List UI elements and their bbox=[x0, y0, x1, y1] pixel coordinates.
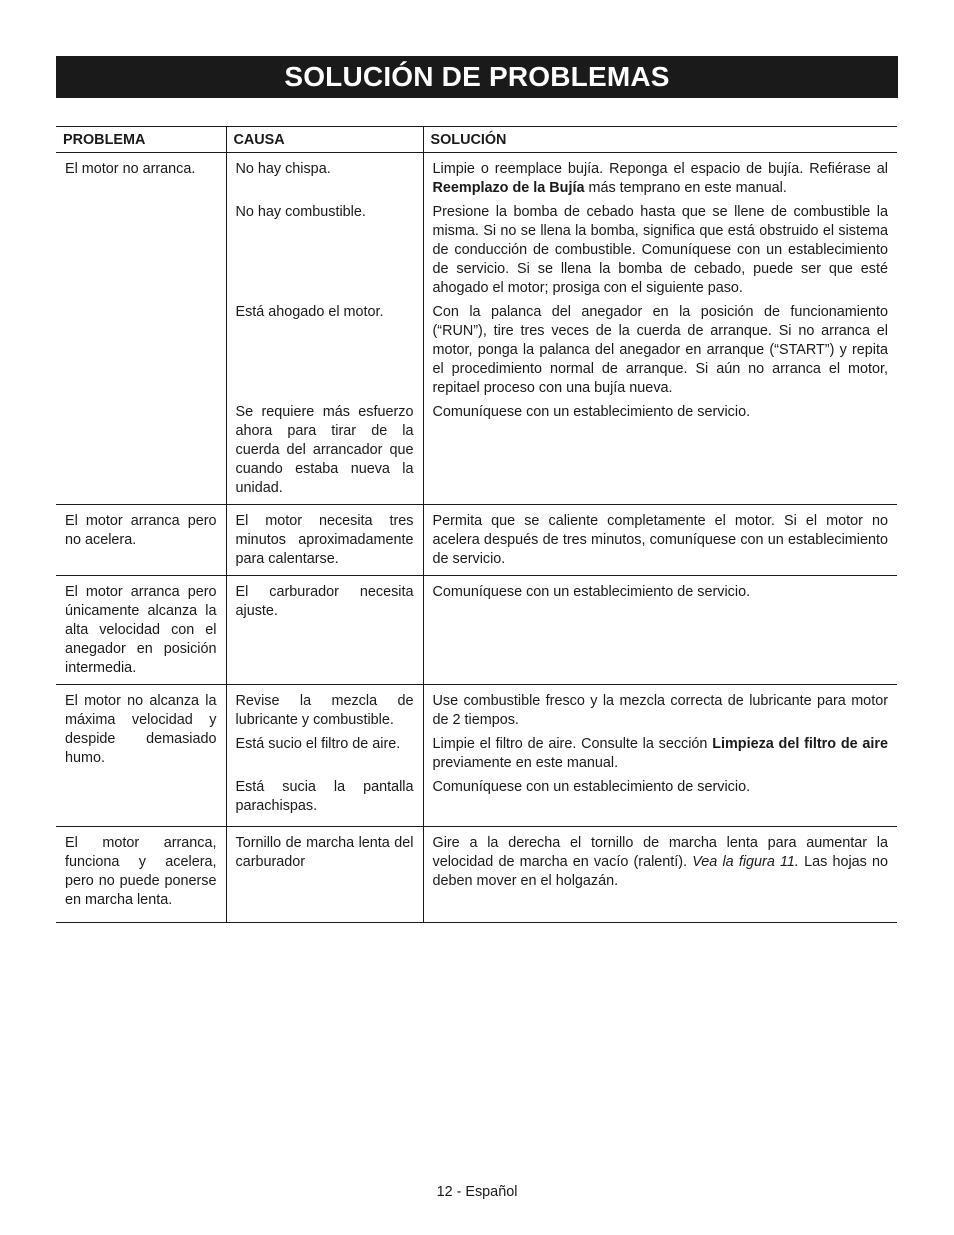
cause-cell bbox=[226, 576, 423, 685]
problem-cell: El motor no arranca. bbox=[56, 153, 226, 505]
solution-item: Comuníquese con un establecimiento de servicio. bbox=[432, 584, 751, 600]
solution-item: Use combustible fresco y la mezcla correcta de lubricante para motor de 2 tiempos. bbox=[432, 693, 888, 728]
column-header-solution: SOLUCIÓN bbox=[423, 127, 897, 153]
solution-cell bbox=[423, 153, 897, 505]
column-header-problem: PROBLEMA bbox=[56, 127, 226, 153]
solution-cell bbox=[423, 685, 897, 827]
solution-cell bbox=[423, 576, 897, 685]
solution-item: Permita que se caliente completamente el motor. Si el motor no acelera después de tres minutos, comuníquese con un establecimiento de servicio. bbox=[432, 513, 888, 567]
solution-item: Comuníquese con un establecimiento de servicio. bbox=[432, 404, 751, 420]
solution-item: Limpie o reemplace bujía. Reponga el espacio de bujía. Refiérase al Reemplazo de la Bujía más temprano en este manual. bbox=[432, 161, 888, 196]
table-row bbox=[56, 685, 897, 827]
cause-item: Revise la mezcla de lubricante y combustible. bbox=[235, 693, 414, 728]
cause-item: No hay combustible. bbox=[235, 204, 366, 220]
cause-item: El motor necesita tres minutos aproximadamente para calentarse. bbox=[235, 513, 414, 567]
cause-item: No hay chispa. bbox=[235, 161, 331, 177]
table-row bbox=[56, 505, 897, 576]
table-row bbox=[56, 153, 897, 505]
cause-item: Está ahogado el motor. bbox=[235, 304, 384, 320]
cause-item: Está sucio el filtro de aire. bbox=[235, 736, 401, 752]
cause-item: Tornillo de marcha lenta del carburador bbox=[235, 835, 414, 870]
solution-cell bbox=[423, 827, 897, 923]
problem-cell: El motor arranca, funciona y acelera, pero no puede ponerse en marcha lenta. bbox=[56, 827, 226, 923]
problem-cell: El motor no alcanza la máxima velocidad y despide demasiado humo. bbox=[56, 685, 226, 827]
table-row bbox=[56, 827, 897, 923]
cause-item: Se requiere más esfuerzo ahora para tirar de la cuerda del arrancador que cuando estaba nueva la unidad. bbox=[235, 404, 414, 496]
column-header-cause: CAUSA bbox=[226, 127, 423, 153]
problem-cell: El motor arranca pero únicamente alcanza la alta velocidad con el anegador en posición intermedia. bbox=[56, 576, 226, 685]
solution-item: Presione la bomba de cebado hasta que se llene de combustible la misma. Si no se llena la bomba, significa que está obstruido el sistema de conducción de combustible. Comuníquese con un establecimiento de servicio. Si se llena la bomba de cebado, puede ser que esté ahogado el motor; prosiga con el siguiente paso. bbox=[432, 204, 888, 296]
cause-item: El carburador necesita ajuste. bbox=[235, 584, 414, 619]
solution-cell bbox=[423, 505, 897, 576]
figure-reference: Vea la figura 11. bbox=[692, 854, 799, 870]
reference-bold: Reemplazo de la Bujía bbox=[432, 180, 585, 196]
reference-bold: Limpieza del filtro de aire bbox=[712, 736, 889, 752]
solution-item: Gire a la derecha el tornillo de marcha lenta para aumentar la velocidad de marcha en vacío (ralentí). Vea la figura 11. Las hojas no deben mover en el holgazán. bbox=[432, 835, 889, 889]
troubleshooting-table bbox=[56, 126, 897, 923]
solution-item: Comuníquese con un establecimiento de servicio. bbox=[432, 779, 751, 795]
cause-cell bbox=[226, 505, 423, 576]
page-number: 12 - Español bbox=[436, 1184, 518, 1200]
cause-cell bbox=[226, 685, 423, 827]
table-row bbox=[56, 576, 897, 685]
cause-cell bbox=[226, 827, 423, 923]
solution-item: Con la palanca del anegador en la posición de funcionamiento (“RUN”), tire tres veces de la cuerda de arranque. Si no arranca el motor, ponga la palanca del anegador en arranque (“START”) y repita el procedimiento normal de arranque. Si aún no arranca el motor, repitael proceso con una bujía nueva. bbox=[432, 304, 888, 396]
solution-item: Limpie el filtro de aire. Consulte la sección Limpieza del filtro de aire previamente en este manual. bbox=[432, 736, 889, 771]
cause-item: Está sucia la pantalla parachispas. bbox=[235, 779, 414, 814]
cause-cell bbox=[226, 153, 423, 505]
page-title: SOLUCIÓN DE PROBLEMAS bbox=[56, 56, 898, 98]
problem-cell: El motor arranca pero no acelera. bbox=[56, 505, 226, 576]
table-header-row bbox=[56, 127, 897, 153]
